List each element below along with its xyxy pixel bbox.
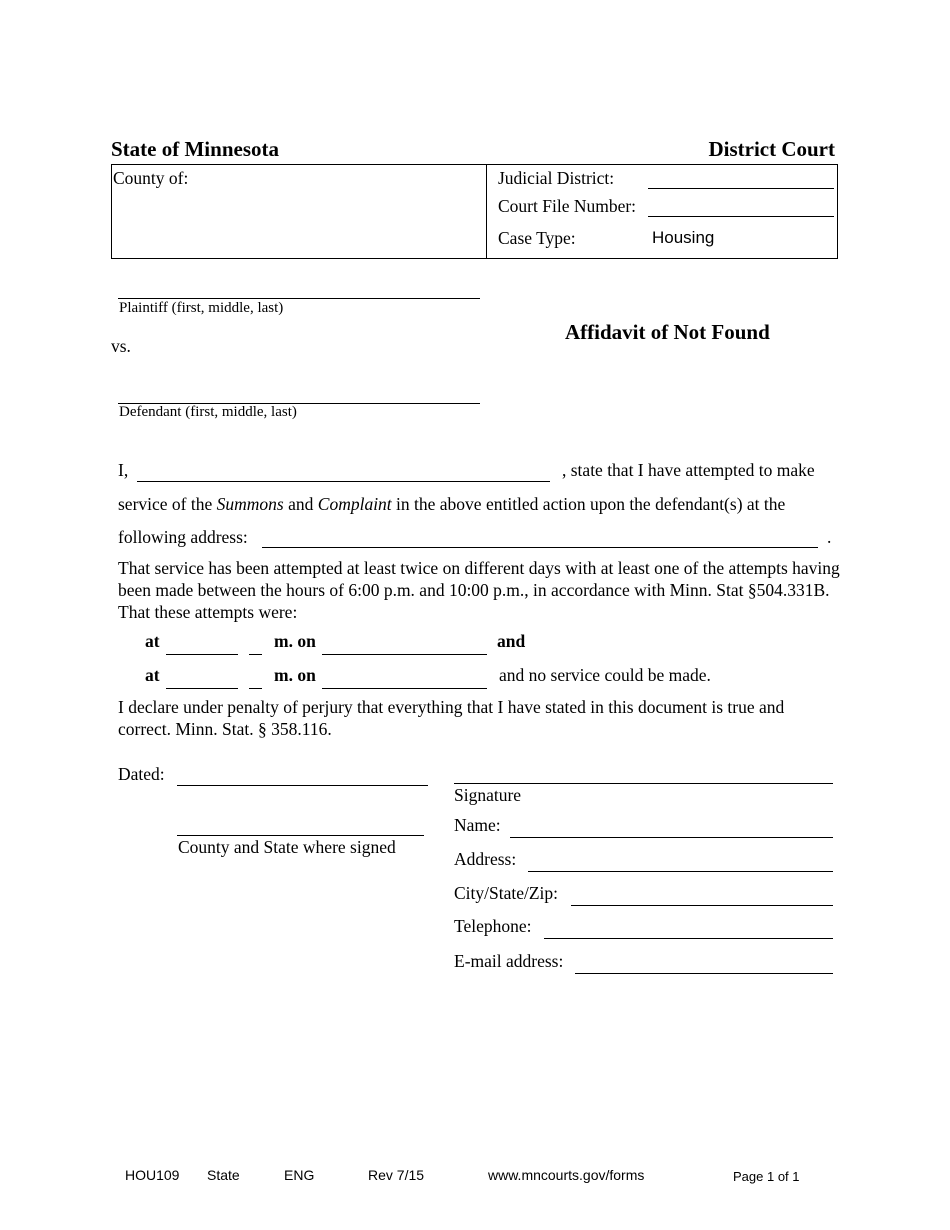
judicial-district-label: Judicial District: — [498, 168, 615, 188]
county-state-field[interactable] — [177, 835, 424, 836]
email-field[interactable] — [575, 973, 833, 974]
judicial-district-field[interactable] — [648, 188, 834, 189]
service-text-c: in the above entitled action upon the defendant(s) at the — [391, 494, 786, 514]
state-heading: State of Minnesota — [111, 137, 279, 161]
service-line — [118, 494, 785, 515]
attempt1-at: at — [145, 631, 160, 651]
attempt2-at: at — [145, 665, 160, 685]
attempt1-time-field[interactable] — [166, 654, 238, 655]
court-heading: District Court — [708, 137, 835, 161]
service-text-a: service of the — [118, 494, 217, 514]
attempt1-date-field[interactable] — [322, 654, 487, 655]
caption-divider — [486, 164, 487, 259]
declaration-paragraph: I declare under penalty of perjury that everything that I have stated in this document is true and correct. Minn. Stat. § 358.116. — [118, 697, 785, 739]
telephone-label: Telephone: — [454, 916, 532, 936]
vs-label: vs. — [111, 336, 131, 356]
attempt2-ampm-field[interactable] — [249, 688, 262, 689]
attempt2-time-field[interactable] — [166, 688, 238, 689]
footer-language: ENG — [284, 1167, 315, 1183]
service-paragraph: That service has been attempted at least twice on different days with at least one of the attempts having been made between the hours of 6:00 p.m. and 10:00 p.m., in accordance with Minn. Stat §504.331B. That these attempts were: — [118, 558, 840, 622]
summons-text: Summons — [216, 494, 284, 514]
footer-website[interactable]: www.mncourts.gov/forms — [488, 1167, 645, 1183]
telephone-field[interactable] — [544, 938, 833, 939]
dated-field[interactable] — [177, 785, 428, 786]
county-label: County of: — [113, 168, 189, 188]
plaintiff-label: Plaintiff (first, middle, last) — [119, 300, 284, 316]
address-label: Address: — [454, 849, 517, 869]
footer-jurisdiction: State — [207, 1167, 240, 1183]
attempt1-and: and — [497, 631, 526, 651]
caption-box — [111, 164, 838, 259]
attempt1-m-on: m. on — [274, 631, 316, 651]
i-prefix: I, — [118, 460, 129, 480]
name-label: Name: — [454, 815, 501, 835]
case-type-value: Housing — [652, 228, 715, 247]
city-state-zip-field[interactable] — [571, 905, 833, 906]
dated-label: Dated: — [118, 764, 165, 784]
following-address-end: . — [827, 527, 832, 547]
signature-label: Signature — [454, 785, 522, 805]
footer-form-code: HOU109 — [125, 1167, 180, 1183]
service-text-b: and — [283, 494, 318, 514]
attempt2-end: and no service could be made. — [499, 665, 711, 685]
attempt2-m-on: m. on — [274, 665, 316, 685]
line1-suffix: , state that I have attempted to make — [562, 460, 815, 480]
court-file-number-label: Court File Number: — [498, 196, 637, 216]
affiant-name-field[interactable] — [137, 481, 550, 482]
email-label: E-mail address: — [454, 951, 564, 971]
defendant-label: Defendant (first, middle, last) — [119, 404, 297, 420]
signature-field[interactable] — [454, 783, 833, 784]
plaintiff-field[interactable] — [118, 298, 480, 299]
case-type-label: Case Type: — [498, 228, 576, 248]
address-field[interactable] — [528, 871, 833, 872]
attempt1-ampm-field[interactable] — [249, 654, 262, 655]
footer-page-number: Page 1 of 1 — [733, 1169, 800, 1184]
city-state-zip-label: City/State/Zip: — [454, 883, 559, 903]
following-address-field[interactable] — [262, 547, 818, 548]
county-state-label: County and State where signed — [178, 837, 396, 857]
court-file-number-field[interactable] — [648, 216, 834, 217]
document-title: Affidavit of Not Found — [565, 320, 770, 344]
complaint-text: Complaint — [317, 494, 392, 514]
following-address-label: following address: — [118, 527, 248, 547]
name-field[interactable] — [510, 837, 833, 838]
footer-revision: Rev 7/15 — [368, 1167, 425, 1183]
attempt2-date-field[interactable] — [322, 688, 487, 689]
